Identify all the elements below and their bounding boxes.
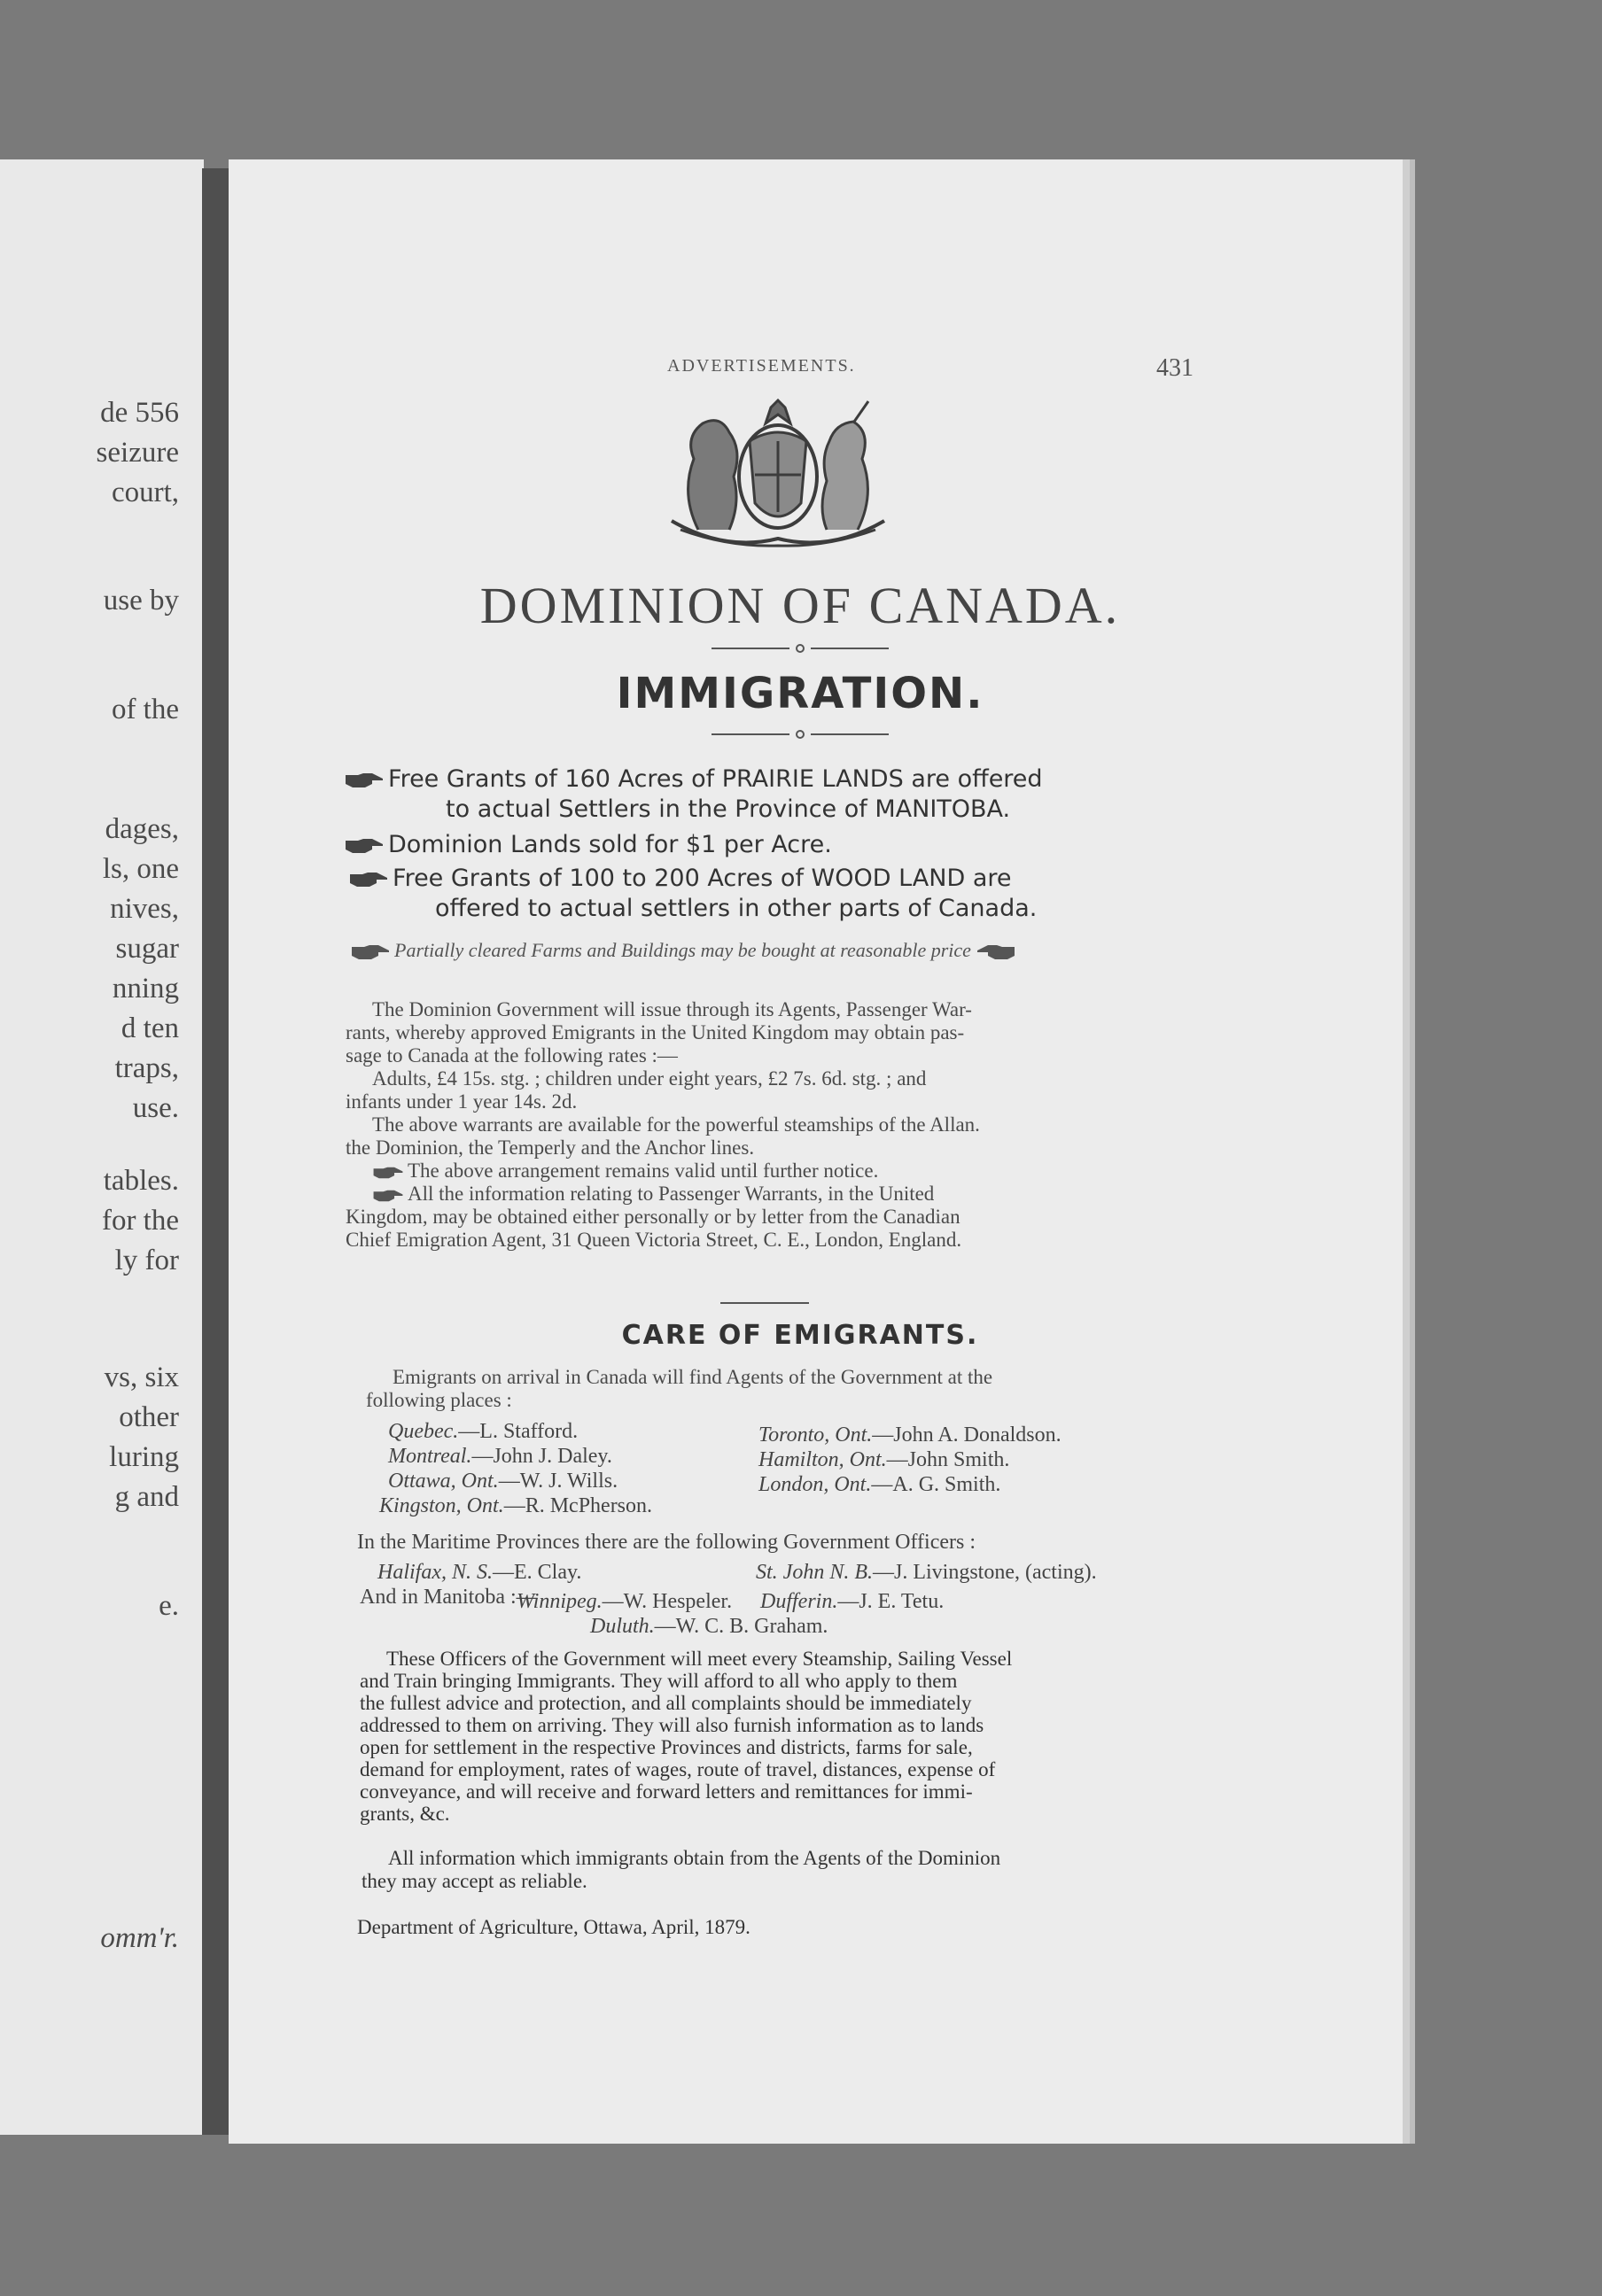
advertisement-page — [229, 159, 1403, 2144]
page-title: DOMINION OF CANADA. — [479, 577, 1121, 634]
agent-entry: Quebec.—L. Stafford. — [388, 1420, 579, 1443]
agent-entry: Winnipeg.—W. Hespeler. — [517, 1590, 733, 1613]
left-page-fragment: nives, — [110, 893, 179, 925]
officers-paragraph: These Officers of the Government will meet every Steamship, Sailing Vessel and Train bringing Immigrants. They will afford to all who apply to them the fullest advice and protection, and all complaints should be immediately addressed to them on arriving. They will also furnish information as to lands open for settlement in the respective Provinces and districts, farms for sale, demand for employment, rates of wages, route of travel, distances, expense of conveyance, and will receive and forward letters and remittances for immi- grants, &c. — [360, 1648, 1013, 1825]
care-intro: Emigrants on arrival in Canada will find Agents of the Government at the following places : — [366, 1366, 993, 1411]
grant-wood-land: Free Grants of 100 to 200 Acres of WOOD LAND are offered to actual settlers in other parts of Canada. — [348, 864, 1279, 924]
left-page-fragment: de 556 — [100, 397, 179, 429]
left-page-fragment: e. — [159, 1590, 179, 1622]
left-page-fragment: dages, — [105, 813, 179, 845]
left-page-fragment: traps, — [114, 1052, 179, 1084]
agent-entry: Ottawa, Ont.—W. J. Wills. — [388, 1470, 618, 1493]
pointing-hand-icon — [350, 943, 391, 961]
left-page-fragment: luring — [109, 1441, 179, 1473]
running-head: ADVERTISEMENTS. — [667, 356, 856, 376]
agents-left-column — [379, 1419, 743, 1518]
agent-entry: Toronto, Ont.—John A. Donaldson. — [758, 1423, 1062, 1447]
left-page-fragment: use by — [103, 585, 179, 617]
left-page-fragment: other — [119, 1401, 179, 1433]
page-number: 431 — [1156, 354, 1194, 382]
grant-prairie-lands: Free Grants of 160 Acres of PRAIRIE LANDS are offered to actual Settlers in the Province of MANITOBA. — [344, 764, 1274, 825]
agent-entry: St. John N. B.—J. Livingstone, (acting). — [756, 1561, 1097, 1584]
agent-entry: Dufferin.—J. E. Tetu. — [760, 1590, 945, 1613]
grant-dominion-lands: Dominion Lands sold for $1 per Acre. — [344, 830, 1274, 860]
care-of-emigrants-heading: CARE OF EMIGRANTS. — [621, 1320, 979, 1351]
passenger-warrants-section — [346, 998, 1263, 1252]
left-page-fragment: of the — [111, 694, 179, 725]
royal-coat-of-arms-icon — [645, 397, 911, 547]
pointing-hand-icon — [344, 837, 385, 855]
left-page-fragment: d ten — [121, 1012, 179, 1044]
pointing-hand-icon — [372, 1166, 404, 1180]
pointing-hand-icon — [348, 871, 389, 888]
ornamental-rule — [712, 642, 889, 655]
signature-line: Department of Agriculture, Ottawa, April, 1879. — [357, 1916, 750, 1938]
left-page-fragment: sugar — [115, 933, 179, 965]
left-page-fragment: nning — [112, 973, 179, 1004]
maritime-intro: In the Maritime Provinces there are the following Government Officers : — [357, 1531, 976, 1554]
ornamental-rule — [712, 728, 889, 741]
paragraph: The above warrants are available for the powerful steamships of the Allan. the Dominion, the Temperly and the Anchor lines. — [346, 1113, 980, 1159]
pointing-hand-icon — [344, 772, 385, 789]
paragraph: The above arrangement remains valid until further notice. — [346, 1160, 1263, 1183]
left-page-fragment: g and — [114, 1481, 179, 1513]
book-spine-shadow — [202, 168, 229, 2135]
left-page-fragment: court, — [111, 477, 179, 508]
left-page-fragment: tables. — [103, 1165, 179, 1197]
paragraph: All the information relating to Passenger Warrants, in the United Kingdom, may be obtained either personally or by letter from the Canadian Chief Emigration Agent, 31 Queen Victoria Street, C. E., London, England. — [346, 1183, 962, 1251]
paragraph: Adults, £4 15s. stg. ; children under eight years, £2 7s. 6d. stg. ; and infants under 1 year 14s. 2d. — [346, 1067, 927, 1113]
agent-entry: Halifax, N. S.—E. Clay. — [377, 1561, 582, 1584]
agent-entry: Kingston, Ont.—R. McPherson. — [379, 1494, 653, 1517]
left-page-fragment: for the — [101, 1205, 179, 1237]
section-rule — [720, 1302, 809, 1304]
partially-cleared-notice: Partially cleared Farms and Buildings may be bought at reasonable price — [350, 939, 1280, 962]
left-page-fragment: ly for — [114, 1245, 179, 1276]
agent-entry: London, Ont.—A. G. Smith. — [758, 1473, 1001, 1496]
paragraph: The Dominion Government will issue through its Agents, Passenger War- rants, whereby approved Emigrants in the United Kingdom may obtain pas- sage to Canada at the following rates :— — [346, 998, 972, 1067]
manitoba-intro: And in Manitoba :— — [360, 1586, 538, 1609]
agents-right-column — [758, 1423, 1202, 1497]
agent-entry: Montreal.—John J. Daley. — [388, 1445, 612, 1468]
left-page-fragment: ls, one — [102, 853, 179, 885]
left-facing-page — [0, 159, 204, 2135]
reliable-paragraph: All information which immigrants obtain from the Agents of the Dominion they may accept as reliable. — [362, 1847, 1001, 1892]
left-page-fragment: vs, six — [104, 1361, 179, 1393]
agent-entry: Duluth.—W. C. B. Graham. — [590, 1615, 828, 1638]
left-page-fragment: omm'r. — [100, 1922, 179, 1954]
pointing-hand-icon — [372, 1189, 404, 1203]
page-subtitle: IMMIGRATION. — [616, 669, 984, 718]
pointing-hand-icon — [976, 943, 1016, 961]
left-page-fragment: use. — [132, 1092, 179, 1124]
agent-entry: Hamilton, Ont.—John Smith. — [758, 1448, 1010, 1471]
left-page-fragment: seizure — [96, 437, 179, 469]
